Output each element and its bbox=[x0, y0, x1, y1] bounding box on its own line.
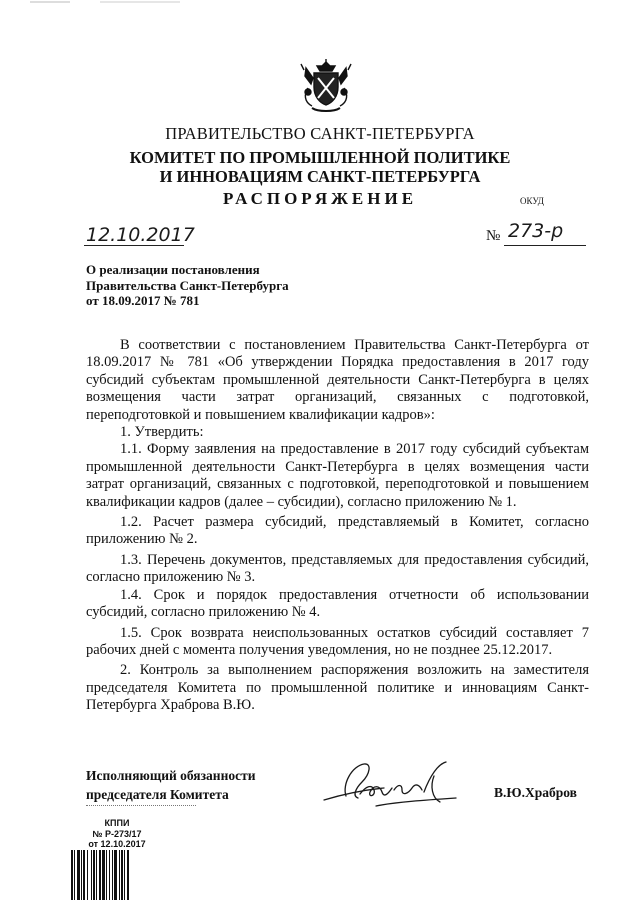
signer-dotted-line bbox=[86, 805, 196, 806]
barcode-bar bbox=[71, 850, 73, 900]
barcode-bar bbox=[127, 850, 129, 900]
barcode-bar bbox=[91, 850, 92, 900]
signer-name: В.Ю.Храбров bbox=[494, 785, 577, 800]
barcode-bar bbox=[87, 850, 88, 900]
subject-line: Правительства Санкт-Петербурга bbox=[86, 277, 289, 293]
barcode-bar bbox=[121, 850, 123, 900]
date-underline bbox=[84, 245, 184, 246]
committee-title-line2: И ИННОВАЦИЯМ САНКТ-ПЕТЕРБУРГА bbox=[159, 167, 481, 186]
barcode-bar bbox=[81, 850, 82, 900]
scan-edge-marks bbox=[0, 0, 640, 10]
barcode-bar bbox=[93, 850, 95, 900]
coat-of-arms-emblem bbox=[298, 58, 354, 114]
subject-line: от 18.09.2017 № 781 bbox=[86, 293, 200, 308]
clause-1-4: 1.4. Срок и порядок предоставления отчетности об использовании субсидий, согласно приложению № 4. bbox=[86, 586, 589, 621]
barcode-bar bbox=[119, 850, 120, 900]
document-subject bbox=[86, 262, 289, 309]
barcode-bar bbox=[114, 850, 117, 900]
clause-2: 2. Контроль за выполнением распоряжения возложить на заместителя председателя Комитета по промышленной политике и инновациям Санкт-Петербурга Храброва В.Ю. bbox=[86, 662, 589, 714]
government-title: ПРАВИТЕЛЬСТВО САНКТ-ПЕТЕРБУРГА bbox=[165, 124, 475, 143]
barcode-bar bbox=[106, 850, 107, 900]
barcode-bar bbox=[109, 850, 110, 900]
barcode-bar bbox=[83, 850, 85, 900]
barcode-bar bbox=[74, 850, 75, 900]
clause-1-1: 1.1. Форму заявления на предоставление в 2017 году субсидий субъектам промышленной деятельности Санкт-Петербурга в целях возмещения части затрат организаций, связанных с подготовкой, переподготовкой и повышением квалификации кадров (далее – субсидии), согласно приложению № 1. bbox=[86, 441, 589, 510]
stamp-number: № Р-273/17 bbox=[92, 828, 142, 839]
signer-position bbox=[86, 766, 256, 804]
barcode-bar bbox=[124, 850, 125, 900]
barcode-bar bbox=[99, 850, 101, 900]
barcode-bar bbox=[77, 850, 80, 900]
handwritten-signature bbox=[316, 756, 486, 816]
document-body bbox=[86, 337, 589, 715]
document-number: 273-р bbox=[508, 220, 564, 242]
number-underline bbox=[504, 245, 586, 246]
signer-position-line: Исполняющий обязанности bbox=[86, 768, 256, 783]
stamp-date: от 12.10.2017 bbox=[88, 839, 146, 849]
clause-1-5: 1.5. Срок возврата неиспользованных остатков субсидий составляет 7 рабочих дней с момента получения уведомления, но не позднее 25.12.2017. bbox=[86, 624, 589, 658]
barcode-bar bbox=[96, 850, 97, 900]
clause-1-2: 1.2. Расчет размера субсидий, представляемый в Комитет, согласно приложению № 2. bbox=[86, 514, 589, 548]
intro-paragraph: В соответствии с постановлением Правительства Санкт-Петербурга от 18.09.2017 № 781 «Об утверждении Порядка предоставления в 2017 году субсидий субъектам промышленной деятельности Санкт-Петербурга в целях возмещения части затрат организаций, связанных с подготовкой, переподготовкой и повышением квалификации кадров»: bbox=[86, 337, 589, 423]
clause-1: 1. Утвердить: bbox=[120, 424, 204, 441]
document-date: 12.10.2017 bbox=[86, 224, 195, 246]
document-type: РАСПОРЯЖЕНИЕ bbox=[222, 189, 418, 208]
okud-label: ОКУД bbox=[520, 196, 544, 206]
barcode bbox=[70, 850, 148, 900]
number-sign: № bbox=[486, 228, 501, 244]
clause-1-3: 1.3. Перечень документов, представляемых для предоставления субсидий, согласно приложению № 3. bbox=[86, 551, 589, 586]
subject-line: О реализации постановления bbox=[86, 262, 260, 277]
barcode-bar bbox=[102, 850, 105, 900]
barcode-bar bbox=[112, 850, 113, 900]
signer-position-line: председателя Комитета bbox=[86, 787, 229, 802]
registration-stamp bbox=[86, 818, 148, 850]
committee-title-line1: КОМИТЕТ ПО ПРОМЫШЛЕННОЙ ПОЛИТИКЕ bbox=[129, 148, 511, 167]
stamp-org: КППИ bbox=[104, 818, 130, 828]
